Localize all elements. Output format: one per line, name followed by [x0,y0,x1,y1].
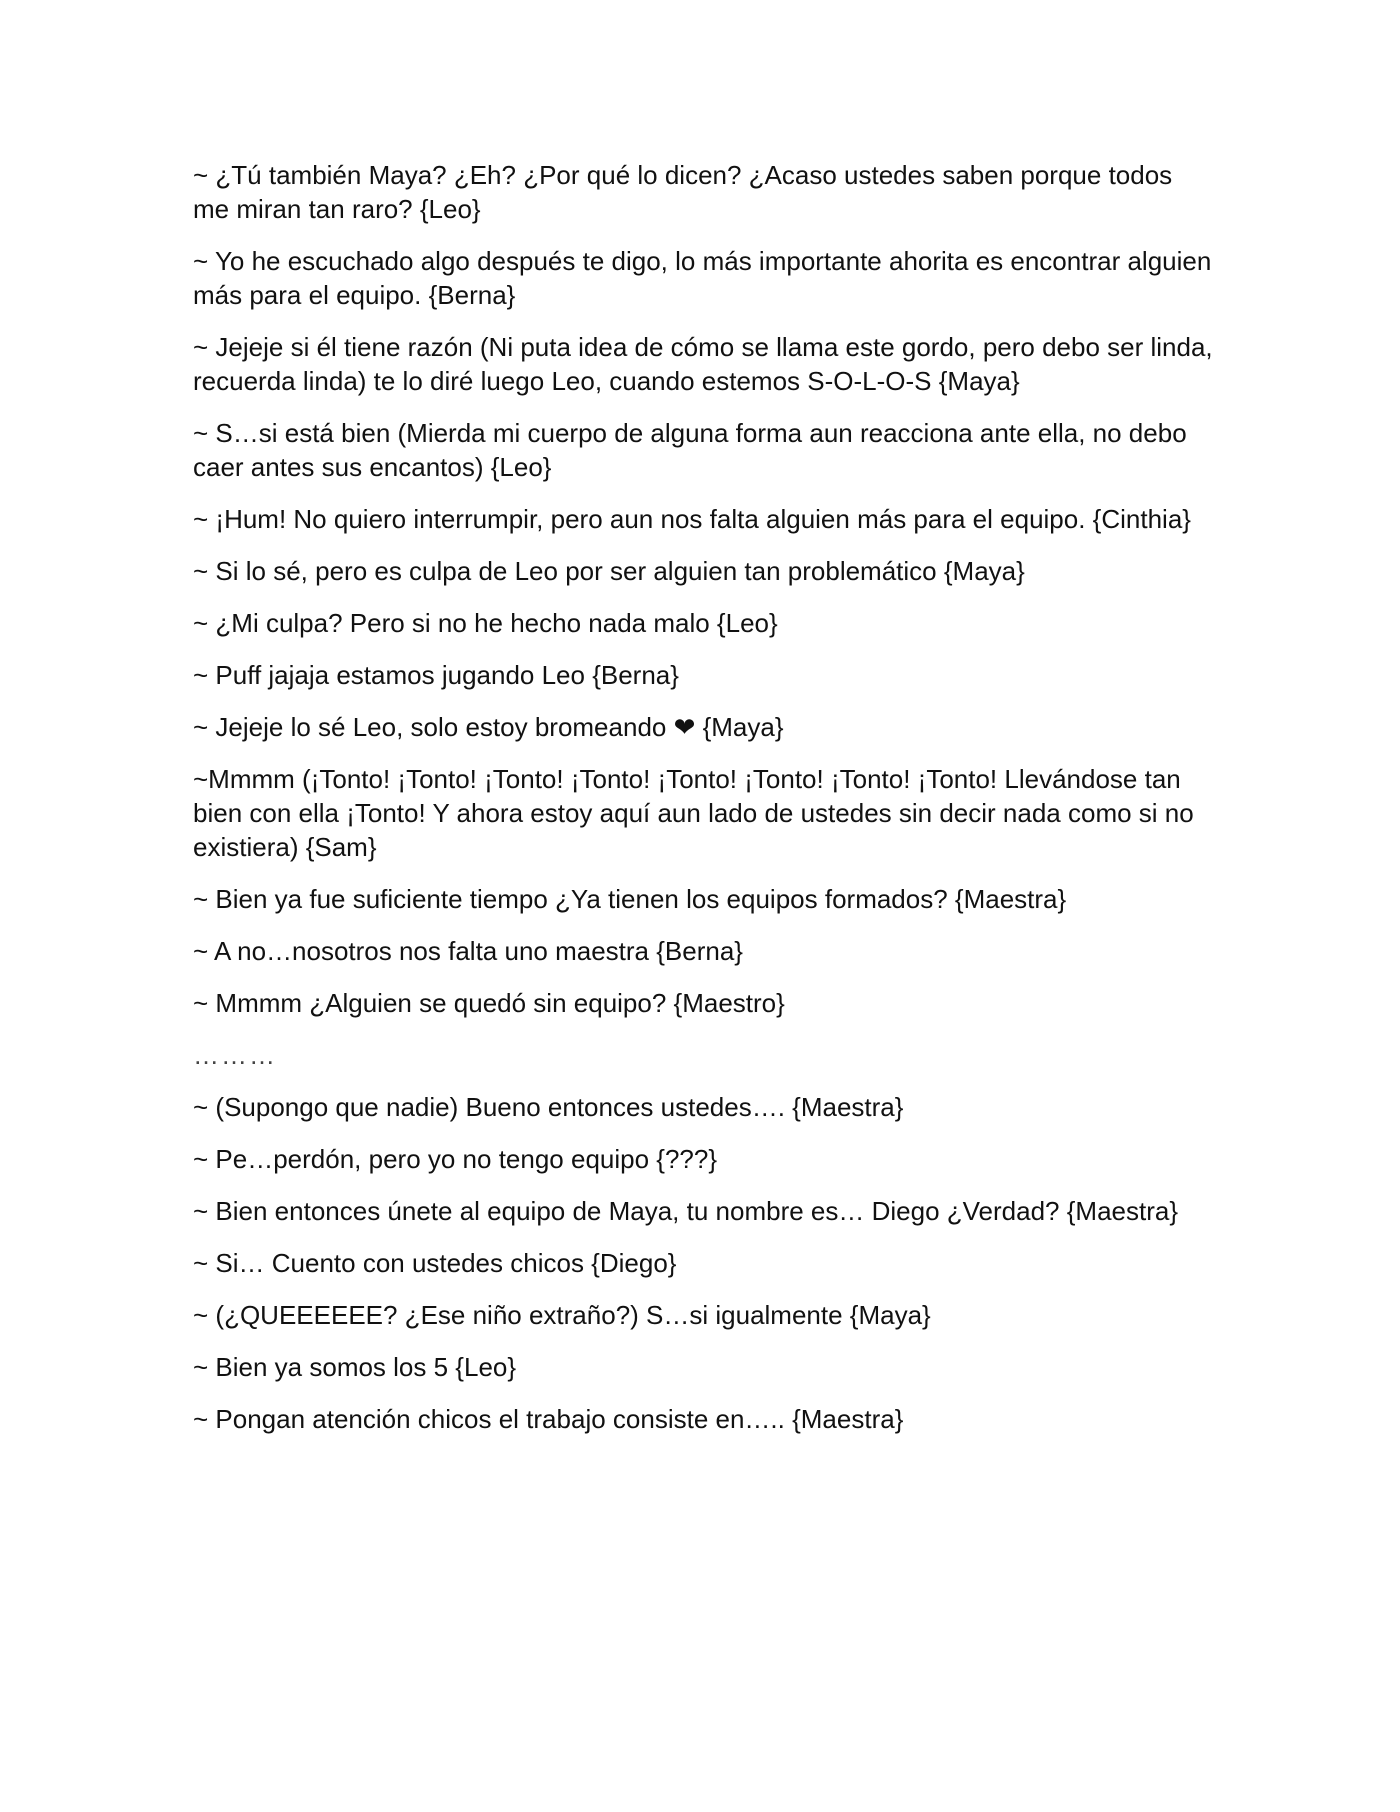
dialogue-line-2: ~ Yo he escuchado algo después te digo, lo más importante ahorita es encontrar alguien más para el equipo. {Berna} [193,246,1212,310]
dialogue-line-5: ~ ¡Hum! No quiero interrumpir, pero aun nos falta alguien más para el equipo. {Cinthia} [193,504,1191,534]
dialogue-line-13: ~ Mmmm ¿Alguien se quedó sin equipo? {Maestro} [193,988,785,1018]
dialogue-line-19: ~ (¿QUEEEEEE? ¿Ese niño extraño?) S…si igualmente {Maya} [193,1300,931,1330]
dialogue-line-1: ~ ¿Tú también Maya? ¿Eh? ¿Por qué lo dicen? ¿Acaso ustedes saben porque todos me miran tan raro? {Leo} [193,160,1173,224]
ellipsis-separator: ……… [193,1040,277,1070]
dialogue-line-4: ~ S…si está bien (Mierda mi cuerpo de alguna forma aun reacciona ante ella, no debo caer antes sus encantos) {Leo} [193,418,1187,482]
dialogue-line-15: ~ (Supongo que nadie) Bueno entonces ustedes…. {Maestra} [193,1092,904,1122]
dialogue-line-17: ~ Bien entonces únete al equipo de Maya, tu nombre es… Diego ¿Verdad? {Maestra} [193,1196,1179,1226]
dialogue-line-12: ~ A no…nosotros nos falta uno maestra {Berna} [193,936,743,966]
dialogue-line-8: ~ Puff jajaja estamos jugando Leo {Berna} [193,660,679,690]
dialogue-line-3: ~ Jejeje si él tiene razón (Ni puta idea de cómo se llama este gordo, pero debo ser linda, recuerda linda) te lo diré luego Leo, cuando estemos S-O-L-O-S {Maya} [193,332,1213,396]
dialogue-line-18: ~ Si… Cuento con ustedes chicos {Diego} [193,1248,677,1278]
dialogue-text-block [193,158,1213,1454]
dialogue-line-20: ~ Bien ya somos los 5 {Leo} [193,1352,517,1382]
dialogue-line-9: ~ Jejeje lo sé Leo, solo estoy bromeando ❤ {Maya} [193,712,784,742]
dialogue-line-10: ~Mmmm (¡Tonto! ¡Tonto! ¡Tonto! ¡Tonto! ¡Tonto! ¡Tonto! ¡Tonto! ¡Tonto! Llevándose tan bien con ella ¡Tonto! Y ahora estoy aquí aun lado de ustedes sin decir nada como si no existiera) {Sam} [193,764,1194,862]
dialogue-line-6: ~ Si lo sé, pero es culpa de Leo por ser alguien tan problemático {Maya} [193,556,1025,586]
dialogue-line-7: ~ ¿Mi culpa? Pero si no he hecho nada malo {Leo} [193,608,778,638]
dialogue-line-16: ~ Pe…perdón, pero yo no tengo equipo {???} [193,1144,718,1174]
dialogue-line-21: ~ Pongan atención chicos el trabajo consiste en….. {Maestra} [193,1404,904,1434]
dialogue-line-11: ~ Bien ya fue suficiente tiempo ¿Ya tienen los equipos formados? {Maestra} [193,884,1067,914]
